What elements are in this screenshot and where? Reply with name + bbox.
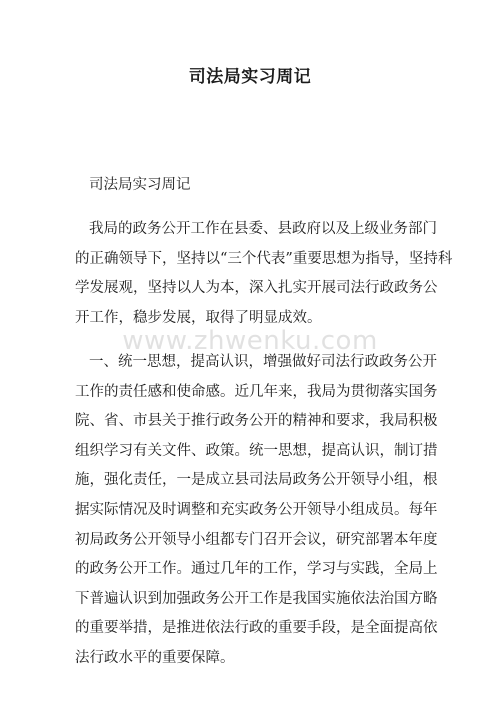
paragraph-line: 的重要举措，是推进依法行政的重要手段，是全面提高依 xyxy=(75,620,438,637)
paragraph-1 xyxy=(75,215,453,333)
paragraph-2 xyxy=(75,348,438,674)
paragraph-line: 一、统一思想，提高认识，增强做好司法行政政务公开 xyxy=(89,354,437,370)
paragraph-line: 组织学习有关文件、政策。统一思想，提高认识，制订措 xyxy=(75,442,438,459)
paragraph-line: 院、省、市县关于推行政务公开的精神和要求，我局积极 xyxy=(75,413,438,430)
paragraph-line: 学发展观，坚持以人为本，深入扎实开展司法行政政务公 xyxy=(75,280,438,297)
paragraph-line: 开工作，稳步发展，取得了明显成效。 xyxy=(75,309,322,326)
paragraph-line: 的正确领导下，坚持以“三个代表”重要思想为指导，坚持科 xyxy=(75,250,453,267)
paragraph-line: 下普遍认识到加强政务公开工作是我国实施依法治国方略 xyxy=(75,590,438,607)
paragraph-line: 初局政务公开领导小组都专门召开会议，研究部署本年度 xyxy=(75,531,438,548)
paragraph-line: 施，强化责任，一是成立县司法局政务公开领导小组，根 xyxy=(75,472,438,489)
watermark: www.zhwenku.com xyxy=(122,326,378,356)
paragraph-line: 我局的政务公开工作在县委、县政府以及上级业务部门 xyxy=(89,221,437,237)
paragraph-line: 工作的责任感和使命感。近几年来，我局为贯彻落实国务 xyxy=(75,383,438,400)
paragraph-line: 法行政水平的重要保障。 xyxy=(75,649,235,666)
paragraph-line: 的政务公开工作。通过几年的工作，学习与实践，全局上 xyxy=(75,561,438,578)
document-subtitle: 司法局实习周记 xyxy=(89,177,191,193)
document-title: 司法局实习周记 xyxy=(188,67,312,87)
paragraph-line: 据实际情况及时调整和充实政务公开领导小组成员。每年 xyxy=(75,501,438,518)
